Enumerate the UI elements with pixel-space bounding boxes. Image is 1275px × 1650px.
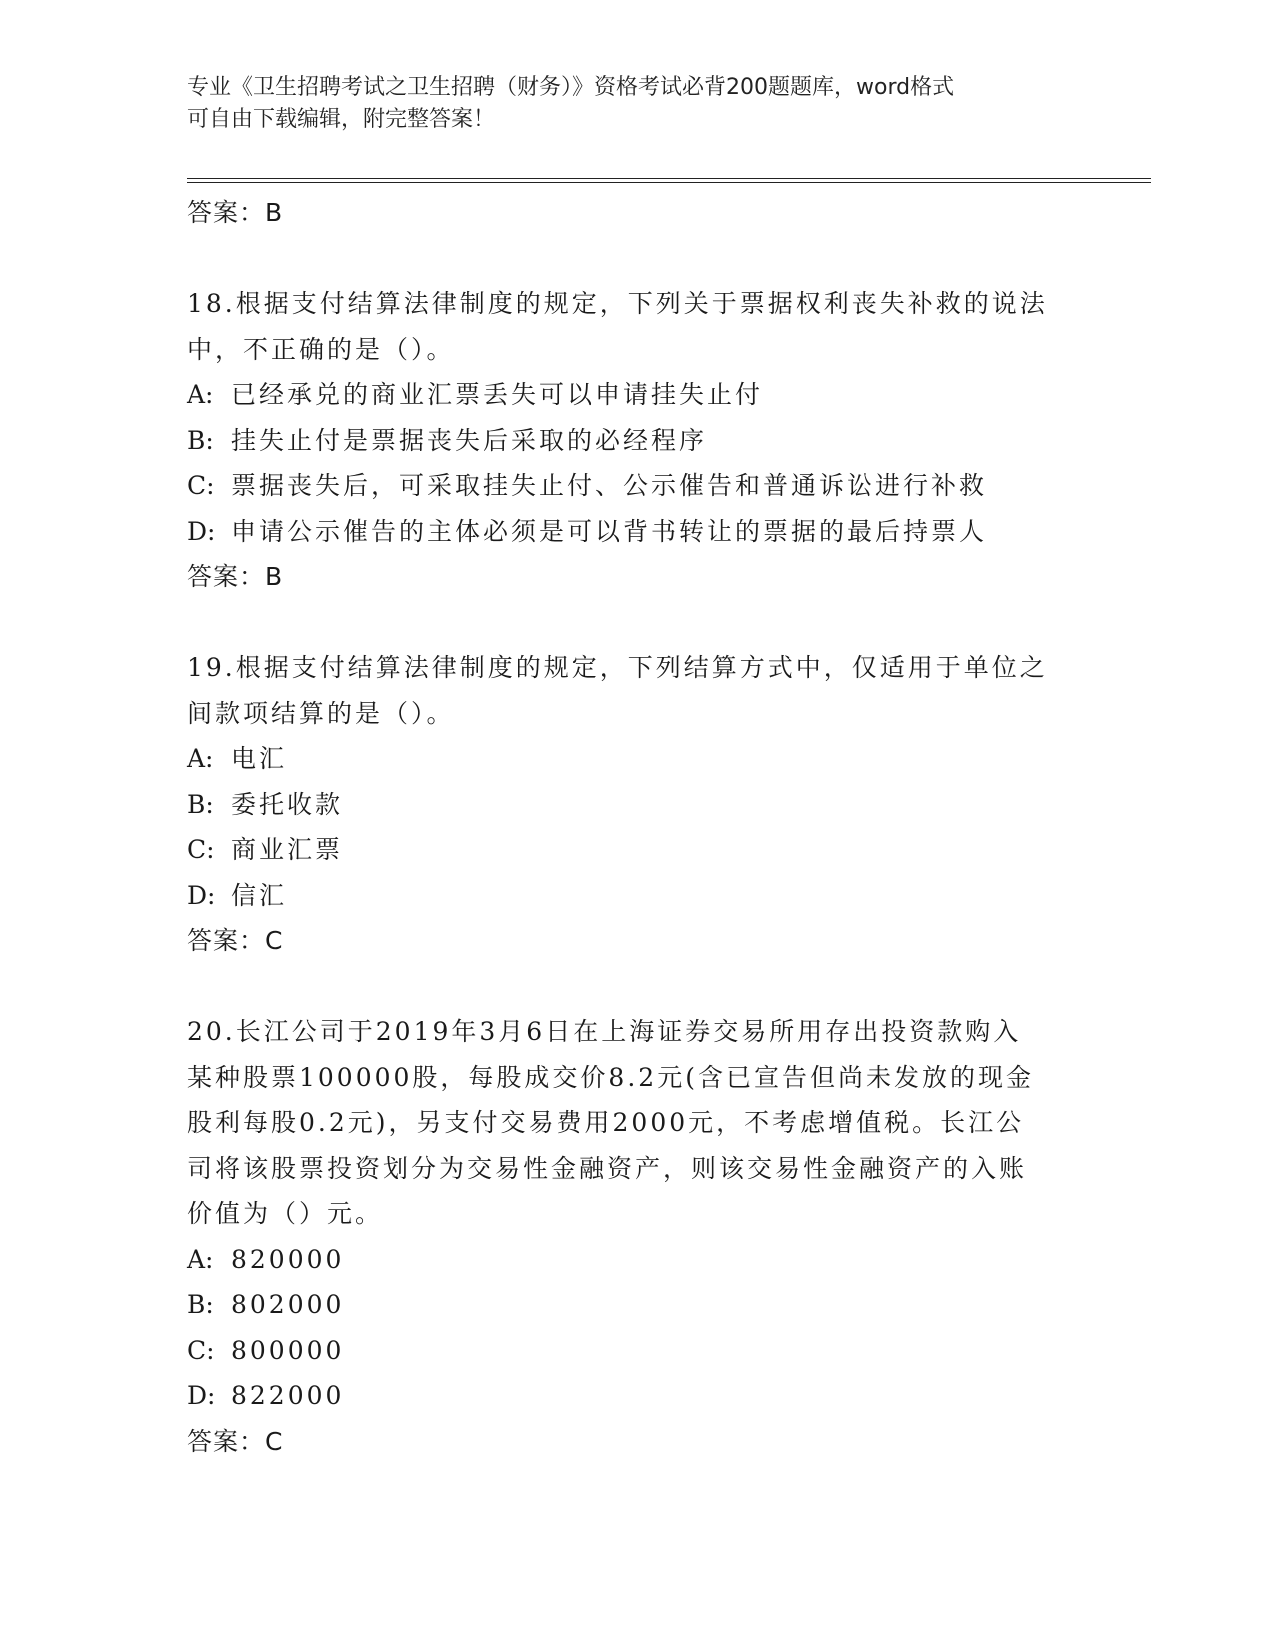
answer: 答案：B [187,562,284,591]
option-b [187,1282,1087,1328]
option-text: 电汇 [231,744,288,773]
option-b [187,782,1087,828]
header-line-2: 可自由下载编辑，附完整答案！ [187,107,496,132]
option-text: 商业汇票 [231,835,344,864]
option-text: 挂失止付是票据丧失后采取的必经程序 [231,425,708,455]
option-key: B: [187,1290,214,1319]
question-stem-line: 价值为（）元。 [187,1199,384,1228]
option-a [187,372,1087,418]
header-divider-top [187,178,1151,179]
option-text: 信汇 [231,880,288,910]
option-text: 申请公示催告的主体必须是可以背书转让的票据的最后持票人 [231,516,988,546]
option-text: 820000 [231,1244,345,1274]
option-key: A: [187,380,214,409]
document-body [187,190,1087,1464]
option-key: D: [187,1381,216,1410]
option-key: A: [187,1244,214,1274]
question-stem-line: 股利每股0.2元)，另支付交易费用2000元，不考虑增值税。长江公 [187,1108,1025,1137]
question-stem-line: 间款项结算的是（）。 [187,698,455,728]
option-text: 800000 [231,1335,345,1365]
question-19 [187,645,1087,964]
question-stem-line: 司将该股票投资划分为交易性金融资产，则该交易性金融资产的入账 [187,1153,1028,1183]
option-c [187,1328,1087,1374]
option-c [187,827,1087,873]
option-d [187,873,1087,919]
option-a [187,1237,1087,1283]
option-a [187,736,1087,782]
option-key: A: [187,744,214,773]
option-key: C: [187,835,215,864]
question-18 [187,281,1087,600]
option-text: 票据丧失后，可采取挂失止付、公示催告和普通诉讼进行补救 [231,471,988,500]
question-20 [187,1009,1087,1464]
option-d [187,1373,1087,1419]
header-divider-bottom [187,182,1151,183]
question-stem-line: 某种股票100000股，每股成交价8.2元(含已宣告但尚未发放的现金 [187,1062,1034,1092]
option-text: 822000 [231,1381,345,1410]
question-stem-line: 中，不正确的是（）。 [187,334,455,364]
option-key: D: [187,880,216,910]
option-b [187,418,1087,464]
option-text: 委托收款 [231,789,344,819]
option-c [187,463,1087,509]
answer: 答案：C [187,1426,284,1456]
option-key: B: [187,789,214,819]
spacer [187,236,1087,282]
option-key: C: [187,471,215,500]
option-key: D: [187,516,216,546]
option-text: 802000 [231,1290,345,1319]
option-key: B: [187,425,214,455]
question-stem-line: 18.根据支付结算法律制度的规定，下列关于票据权利丧失补救的说法 [187,289,1048,318]
option-text: 已经承兑的商业汇票丢失可以申请挂失止付 [231,380,764,409]
page-header [187,72,1087,136]
previous-answer: 答案：B [187,198,284,227]
spacer [187,964,1087,1010]
question-stem-line: 19.根据支付结算法律制度的规定，下列结算方式中，仅适用于单位之 [187,653,1048,682]
option-d [187,509,1087,555]
option-key: C: [187,1335,215,1365]
header-line-1: 专业《卫生招聘考试之卫生招聘（财务）》资格考试必背200题题库，word格式 [187,75,955,100]
answer: 答案：C [187,926,284,955]
question-stem-line: 20.长江公司于2019年3月6日在上海证券交易所用存出投资款购入 [187,1017,1022,1046]
spacer [187,600,1087,646]
